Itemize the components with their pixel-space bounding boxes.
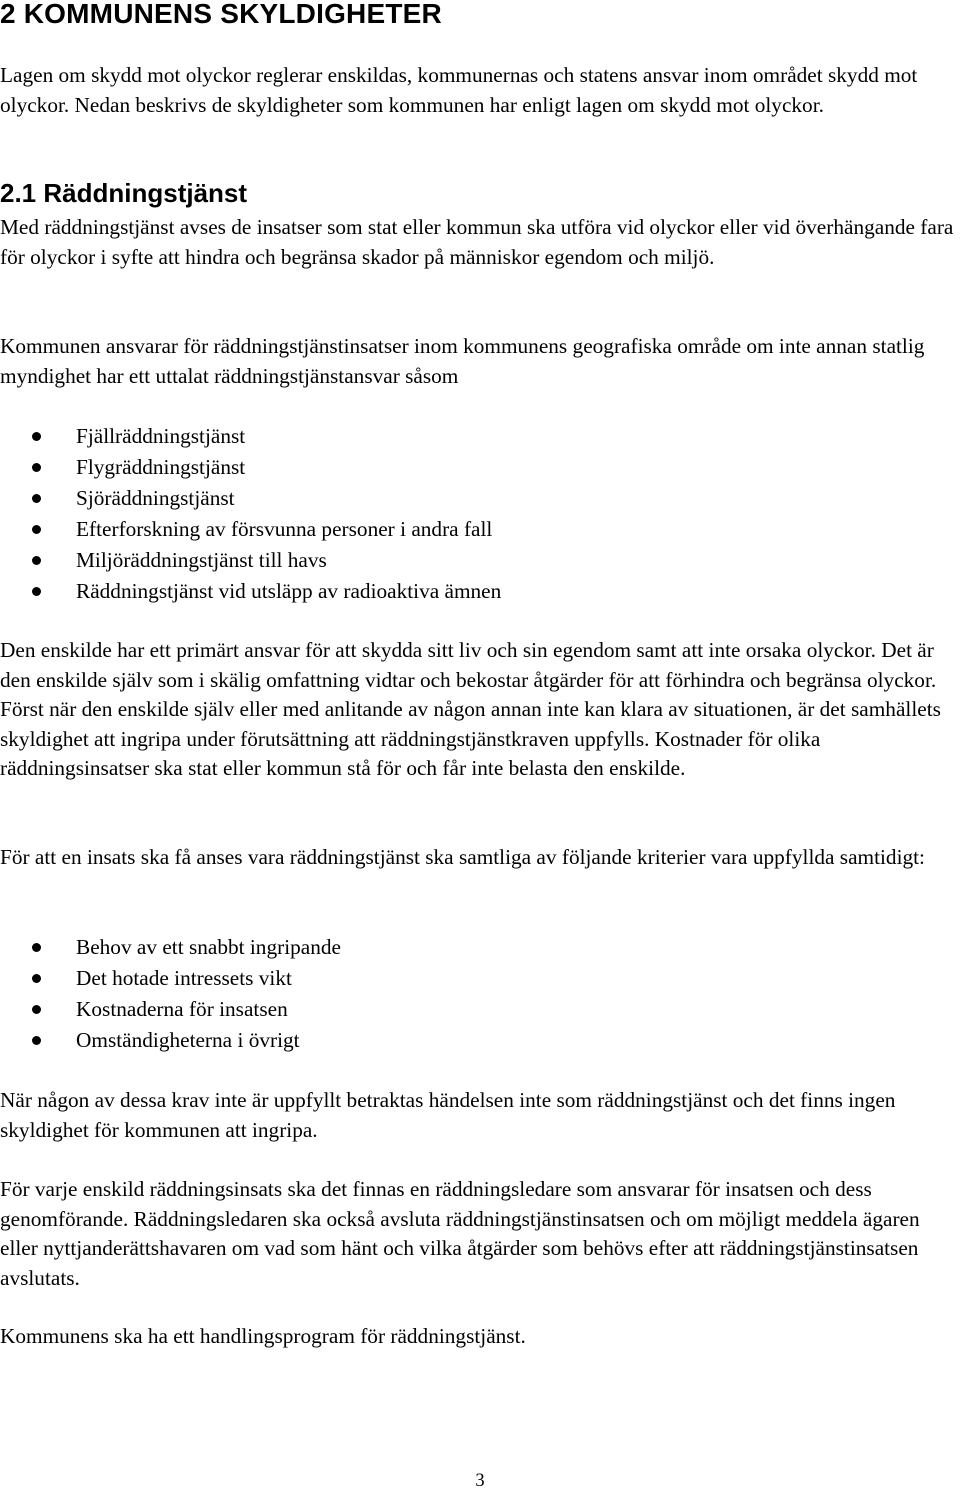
list-item-text: Omständigheterna i övrigt — [76, 1028, 300, 1052]
bullet-icon — [32, 525, 41, 534]
list-item-text: Kostnaderna för insatsen — [76, 997, 288, 1021]
criteria-not-met-paragraph: När någon av dessa krav inte är uppfyllt betraktas händelsen inte som räddningstjänst och det finns ingen skyldighet för kommunen att ingripa. — [0, 1088, 896, 1142]
rescue-leader-paragraph: För varje enskild räddningsinsats ska det finnas en räddningsledare som ansvarar för insatsen och dess genomförande. Räddningsledaren ska också avsluta räddningstjänstinsatsen och om möjligt meddela ägaren eller nyttjanderättshavaren om vad som hänt och vilka åtgärder som behövs efter att räddningstjänstinsatsen avslutats. — [0, 1177, 920, 1290]
bullet-icon — [32, 1005, 41, 1014]
bullet-icon — [32, 556, 41, 565]
list-item-text: Sjöräddningstjänst — [76, 486, 235, 510]
action-program-paragraph: Kommunens ska ha ett handlingsprogram för räddningstjänst. — [0, 1324, 526, 1348]
intro-paragraph: Lagen om skydd mot olyckor reglerar enskildas, kommunernas och statens ansvar inom området skydd mot olyckor. Nedan beskrivs de skyldigheter som kommunen har enligt lagen om skydd mot olyckor. — [0, 63, 918, 117]
list-item-text: Räddningstjänst vid utsläpp av radioaktiva ämnen — [76, 579, 502, 603]
list-item — [0, 576, 501, 607]
list-item — [0, 483, 501, 514]
bullet-icon — [32, 463, 41, 472]
list-item-text: Miljöräddningstjänst till havs — [76, 548, 327, 572]
page-number: 3 — [475, 1471, 485, 1491]
bullet-icon — [32, 432, 41, 441]
list-item — [0, 994, 341, 1025]
list-item — [0, 545, 501, 576]
definition-paragraph: Med räddningstjänst avses de insatser som stat eller kommun ska utföra vid olyckor eller vid överhängande fara för olyckor i syfte att hindra och begränsa skador på människor egendom och miljö. — [0, 215, 954, 269]
list-item-text: Fjällräddningstjänst — [76, 424, 246, 448]
list-item-text: Det hotade intressets vikt — [76, 966, 292, 990]
responsibility-paragraph: Kommunen ansvarar för räddningstjänstinsatser inom kommunens geografiska område om inte annan statlig myndighet har ett uttalat räddningstjänstansvar såsom — [0, 334, 925, 388]
list-item — [0, 514, 501, 545]
list-item — [0, 1025, 341, 1056]
criteria-intro-paragraph: För att en insats ska få anses vara räddningstjänst ska samtliga av följande kriterier vara uppfyllda samtidigt: — [0, 845, 925, 869]
list-item — [0, 932, 341, 963]
bullet-icon — [32, 974, 41, 983]
chapter-heading: 2 KOMMUNENS SKYLDIGHETER — [0, 0, 442, 29]
criteria-list — [0, 932, 341, 1056]
individual-responsibility-paragraph: Den enskilde har ett primärt ansvar för att skydda sitt liv och sin egendom samt att inte orsaka olyckor. Det är den enskilde själv som i skälig omfattning vidtar och bekostar åtgärder för att förhindra och begränsa olyckor. Först när den enskilde själv eller med anlitande av någon annan inte kan klara av situationen, är det samhällets skyldighet att ingripa under förutsättning att räddningstjänstkraven uppfylls. Kostnader för olika räddningsinsatser ska stat eller kommun stå för och får inte belasta den enskilde. — [0, 638, 941, 781]
list-item-text: Behov av ett snabbt ingripande — [76, 935, 341, 959]
section-heading: 2.1 Räddningstjänst — [0, 178, 248, 208]
bullet-icon — [32, 494, 41, 503]
bullet-icon — [32, 587, 41, 596]
list-item — [0, 963, 341, 994]
list-item — [0, 421, 501, 452]
bullet-icon — [32, 943, 41, 952]
state-services-list — [0, 421, 501, 607]
list-item-text: Efterforskning av försvunna personer i andra fall — [76, 517, 493, 541]
list-item — [0, 452, 501, 483]
bullet-icon — [32, 1036, 41, 1045]
list-item-text: Flygräddningstjänst — [76, 455, 246, 479]
